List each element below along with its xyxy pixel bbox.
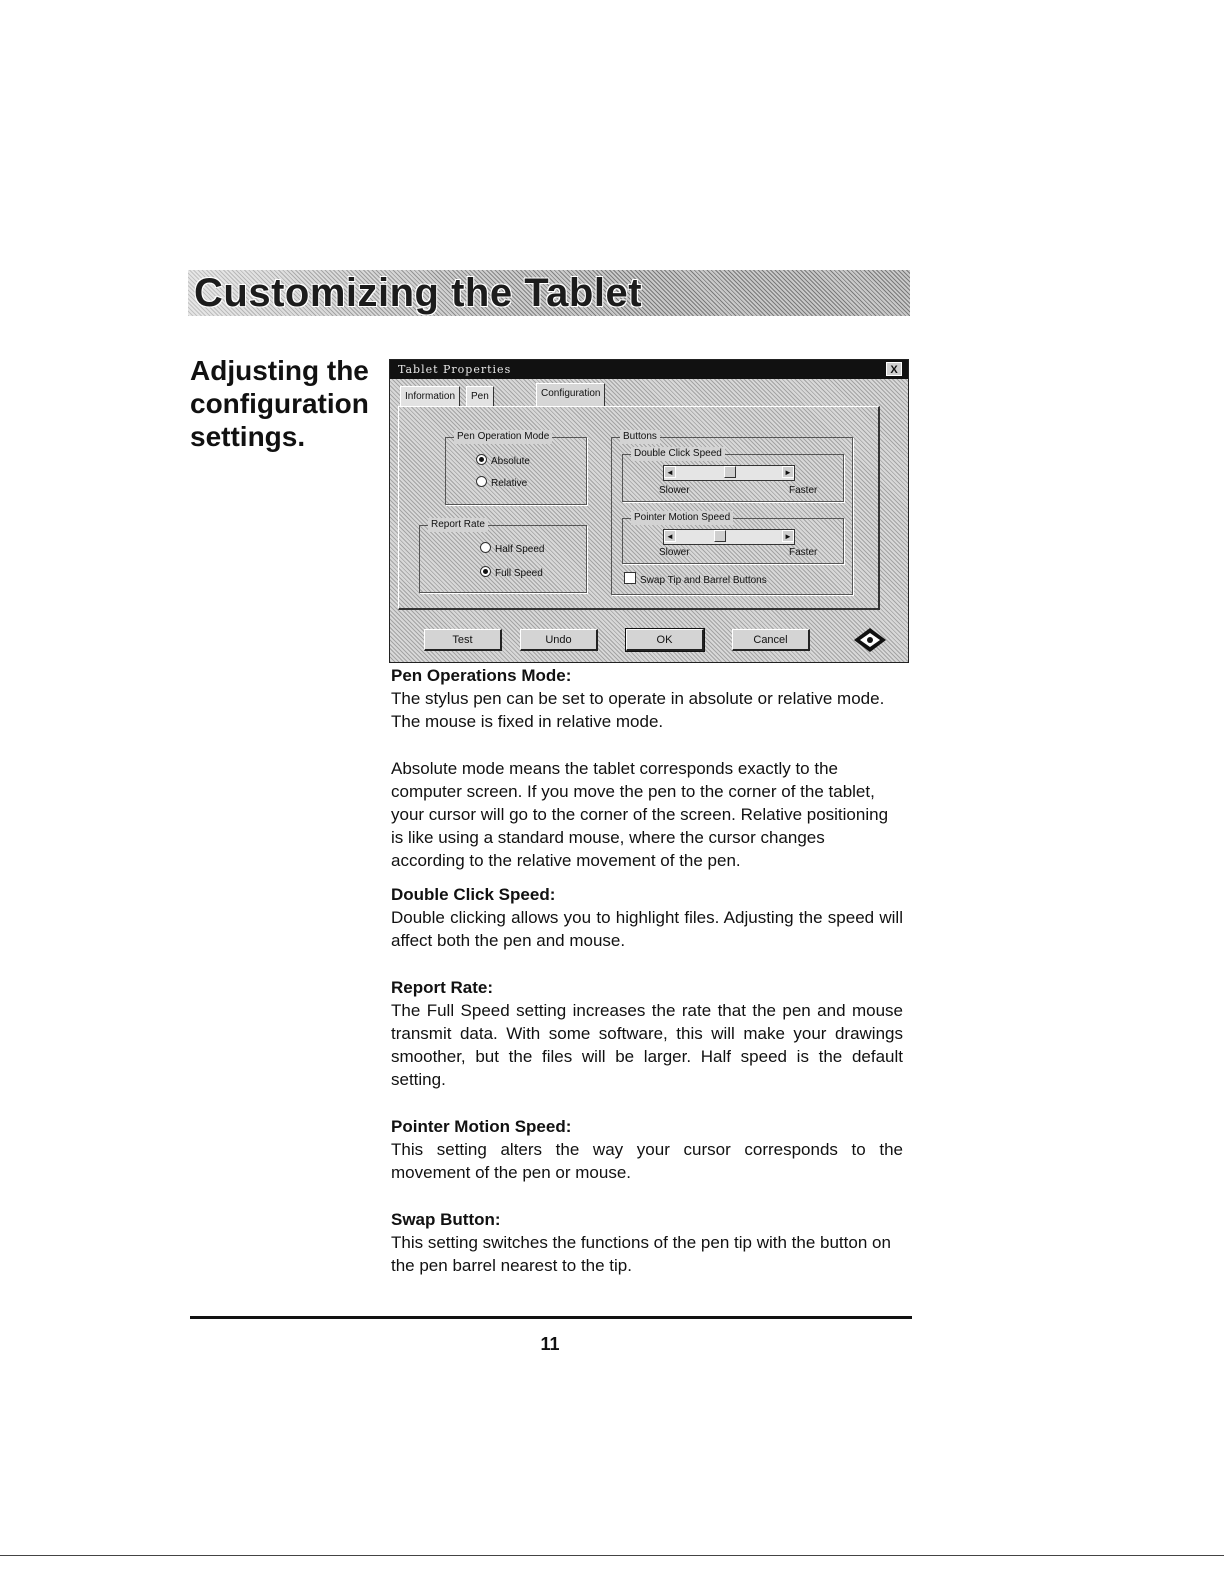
double-click-heading: Double Click Speed:	[391, 885, 556, 904]
double-click-para: Double clicking allows you to highlight files. Adjusting the speed will affect both the pen and mouse.	[391, 908, 903, 950]
report-rate-group	[419, 519, 587, 593]
ok-button[interactable]: OK	[626, 629, 704, 651]
section-banner	[188, 270, 910, 316]
slider-thumb[interactable]	[724, 466, 736, 478]
double-click-faster: Faster	[789, 485, 818, 496]
double-click-group	[622, 448, 844, 502]
report-rate-para: The Full Speed setting increases the rate that the pen and mouse transmit data. With some software, this will make your drawings smoother, but the files will be larger. Half speed is the default setting.	[391, 1001, 903, 1089]
radio-selected-icon	[480, 566, 491, 577]
report-rate-label: Report Rate	[428, 518, 488, 532]
tablet-properties-dialog	[389, 359, 909, 663]
double-click-label: Double Click Speed	[631, 447, 725, 461]
pointer-motion-label: Pointer Motion Speed	[631, 511, 733, 525]
pointer-motion-group	[622, 512, 844, 564]
footer-rule	[190, 1316, 912, 1319]
slider-right-arrow-icon[interactable]: ►	[782, 530, 794, 542]
slider-right-arrow-icon[interactable]: ►	[782, 466, 794, 478]
half-speed-label: Half Speed	[495, 544, 545, 555]
double-click-slower: Slower	[659, 485, 690, 496]
undo-button[interactable]: Undo	[520, 629, 598, 651]
pointer-motion-slider[interactable]	[663, 529, 795, 545]
swap-button-heading: Swap Button:	[391, 1210, 501, 1229]
half-speed-radio[interactable]	[480, 542, 544, 556]
pen-mode-para-1: The stylus pen can be set to operate in absolute or relative mode. The mouse is fixed in relative mode.	[391, 689, 885, 731]
slider-left-arrow-icon[interactable]: ◄	[664, 466, 676, 478]
relative-label: Relative	[491, 478, 528, 489]
pointer-motion-heading: Pointer Motion Speed:	[391, 1117, 572, 1136]
buttons-group-label: Buttons	[620, 430, 660, 444]
page-number: 11	[540, 1334, 560, 1354]
configuration-panel	[398, 406, 880, 610]
banner-title: Customizing the Tablet	[194, 271, 643, 315]
tab-information[interactable]: Information	[400, 386, 460, 407]
tablet-logo-icon	[850, 626, 890, 654]
slider-thumb[interactable]	[714, 530, 726, 542]
full-speed-radio[interactable]	[480, 566, 543, 580]
full-speed-label: Full Speed	[495, 568, 543, 579]
report-rate-heading: Report Rate:	[391, 978, 494, 997]
dialog-title: Tablet Properties	[398, 363, 512, 376]
absolute-radio[interactable]	[476, 454, 530, 468]
absolute-label: Absolute	[491, 456, 530, 467]
pointer-motion-faster: Faster	[789, 547, 818, 558]
tab-pen[interactable]: Pen	[466, 386, 494, 407]
pointer-motion-para: This setting alters the way your cursor corresponds to the movement of the pen or mouse.	[391, 1140, 903, 1182]
relative-radio[interactable]	[476, 476, 527, 490]
pen-mode-group	[445, 431, 587, 505]
pen-mode-label: Pen Operation Mode	[454, 430, 552, 444]
tab-configuration[interactable]: Configuration	[536, 383, 605, 407]
pointer-motion-slower: Slower	[659, 547, 690, 558]
double-click-slider[interactable]	[663, 465, 795, 481]
close-button[interactable]: X	[886, 362, 902, 376]
checkbox-icon	[624, 572, 636, 584]
buttons-group	[611, 431, 853, 595]
pen-mode-para-2: Absolute mode means the tablet corresponds exactly to the computer screen. If you move the pen to the corner of the tablet, your cursor will go to the corner of the screen. Relative positioning is like using a standard mouse, where the cursor changes according to the relative movement of the pen.	[391, 759, 889, 870]
slider-left-arrow-icon[interactable]: ◄	[664, 530, 676, 542]
swap-buttons-checkbox[interactable]	[624, 572, 767, 587]
cancel-button[interactable]: Cancel	[732, 629, 810, 651]
pen-mode-heading: Pen Operations Mode:	[391, 666, 572, 685]
side-heading: Adjusting the configuration settings.	[190, 355, 369, 452]
test-button[interactable]: Test	[424, 629, 502, 651]
radio-icon	[476, 476, 487, 487]
dialog-titlebar	[390, 360, 908, 379]
body-content	[391, 664, 903, 1277]
page-bottom-line	[0, 1555, 1224, 1556]
swap-button-para: This setting switches the functions of the pen tip with the button on the pen barrel nearest to the tip.	[391, 1233, 891, 1275]
radio-icon	[480, 542, 491, 553]
radio-selected-icon	[476, 454, 487, 465]
swap-buttons-label: Swap Tip and Barrel Buttons	[640, 575, 767, 586]
